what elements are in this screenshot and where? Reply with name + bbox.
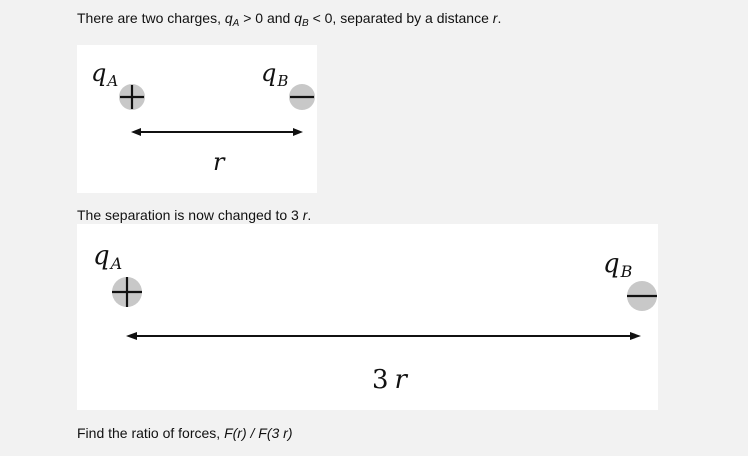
- figure-separation-r: [77, 45, 317, 193]
- figure-1-svg: [77, 45, 317, 193]
- figure-separation-3r: [77, 224, 658, 410]
- label-qb: qB: [603, 249, 633, 281]
- question-text: Find the ratio of forces, F(r) / F(3 r): [77, 425, 293, 441]
- label-qb: $q_B$: [261, 59, 289, 90]
- distance-label: r: [213, 148, 225, 176]
- negative-charge-b: [627, 281, 657, 311]
- negative-charge-b: [289, 84, 315, 110]
- distance-arrow: [131, 128, 303, 136]
- positive-charge-a: [112, 277, 142, 307]
- intro-text: There are two charges, $q_A > 0$ and $q_B < 0$, separated by a distance r.: [77, 10, 502, 29]
- positive-charge-a: [119, 84, 145, 110]
- distance-label: 3 r: [372, 365, 407, 395]
- label-qa: $q_A$: [91, 59, 119, 90]
- distance-arrow: [126, 332, 641, 340]
- figure-2-svg: [77, 224, 658, 410]
- separation-change-text: The separation is now changed to 3 r.: [77, 207, 312, 223]
- label-qa: qA: [93, 241, 123, 273]
